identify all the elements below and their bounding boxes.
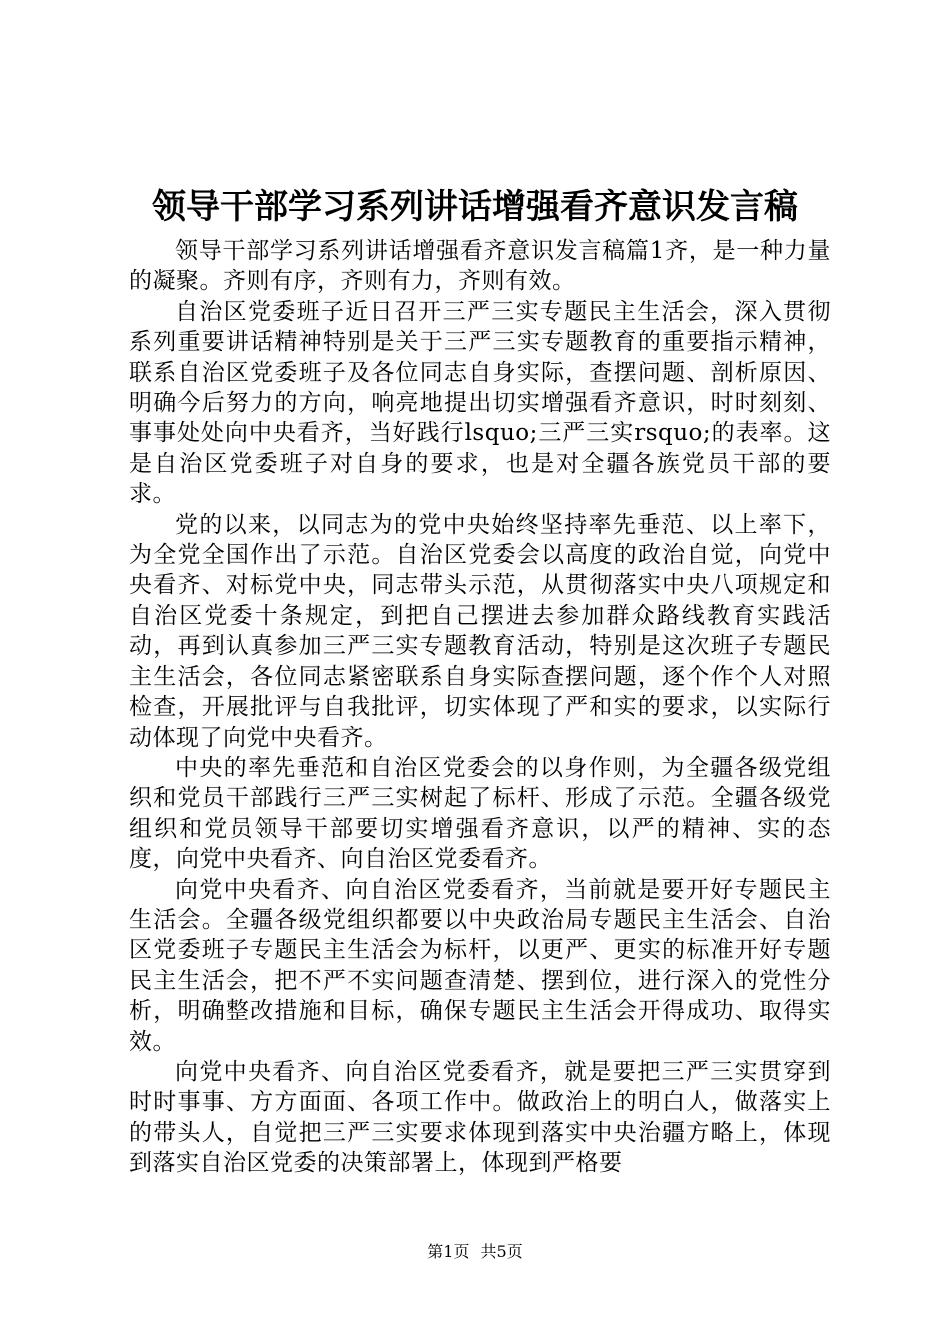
page-number: 第1页 [427,1242,470,1261]
document-body [129,236,831,1179]
page-total: 共5页 [480,1242,523,1261]
paragraph: 自治区党委班子近日召开三严三实专题民主生活会，深入贯彻系列重要讲话精神特别是关于三严三实专题教育的重要指示精神，联系自治区党委班子及各位同志自身实际，查摆问题、剖析原因、明确今后努力的方向，响亮地提出切实增强看齐意识，时时刻刻、事事处处向中央看齐，当好践行lsquo;三严三实rsquo;的表率。这是自治区党委班子对自身的要求，也是对全疆各族党员干部的要求。 [129,298,831,508]
paragraph: 党的以来，以同志为的党中央始终坚持率先垂范、以上率下，为全党全国作出了示范。自治区党委会以高度的政治自觉，向党中央看齐、对标党中央，同志带头示范，从贯彻落实中央八项规定和自治区党委十条规定，到把自己摆进去参加群众路线教育实践活动，再到认真参加三严三实专题教育活动，特别是这次班子专题民主生活会，各位同志紧密联系自身实际查摆问题，逐个作个人对照检查，开展批评与自我批评，切实体现了严和实的要求，以实际行动体现了向党中央看齐。 [129,511,831,751]
paragraph: 向党中央看齐、向自治区党委看齐，当前就是要开好专题民主生活会。全疆各级党组织都要以中央政治局专题民主生活会、自治区党委班子专题民主生活会为标杆，以更严、更实的标准开好专题民主生活会，把不严不实问题查清楚、摆到位，进行深入的党性分析，明确整改措施和目标，确保专题民主生活会开得成功、取得实效。 [129,876,831,1055]
paragraph: 向党中央看齐、向自治区党委看齐，就是要把三严三实贯穿到时时事事、方方面面、各项工作中。做政治上的明白人，做落实上的带头人，自觉把三严三实要求体现到落实中央治疆方略上，体现到落实自治区党委的决策部署上，体现到严格要 [129,1058,831,1177]
page-footer [0,1240,950,1264]
document-title: 领导干部学习系列讲话增强看齐意识发言稿 [152,187,798,227]
paragraph: 领导干部学习系列讲话增强看齐意识发言稿篇1齐，是一种力量的凝聚。齐则有序，齐则有力，齐则有效。 [129,238,831,295]
paragraph: 中央的率先垂范和自治区党委会的以身作则，为全疆各级党组织和党员干部践行三严三实树起了标杆、形成了示范。全疆各级党组织和党员领导干部要切实增强看齐意识，以严的精神、实的态度，向党中央看齐、向自治区党委看齐。 [129,754,831,873]
